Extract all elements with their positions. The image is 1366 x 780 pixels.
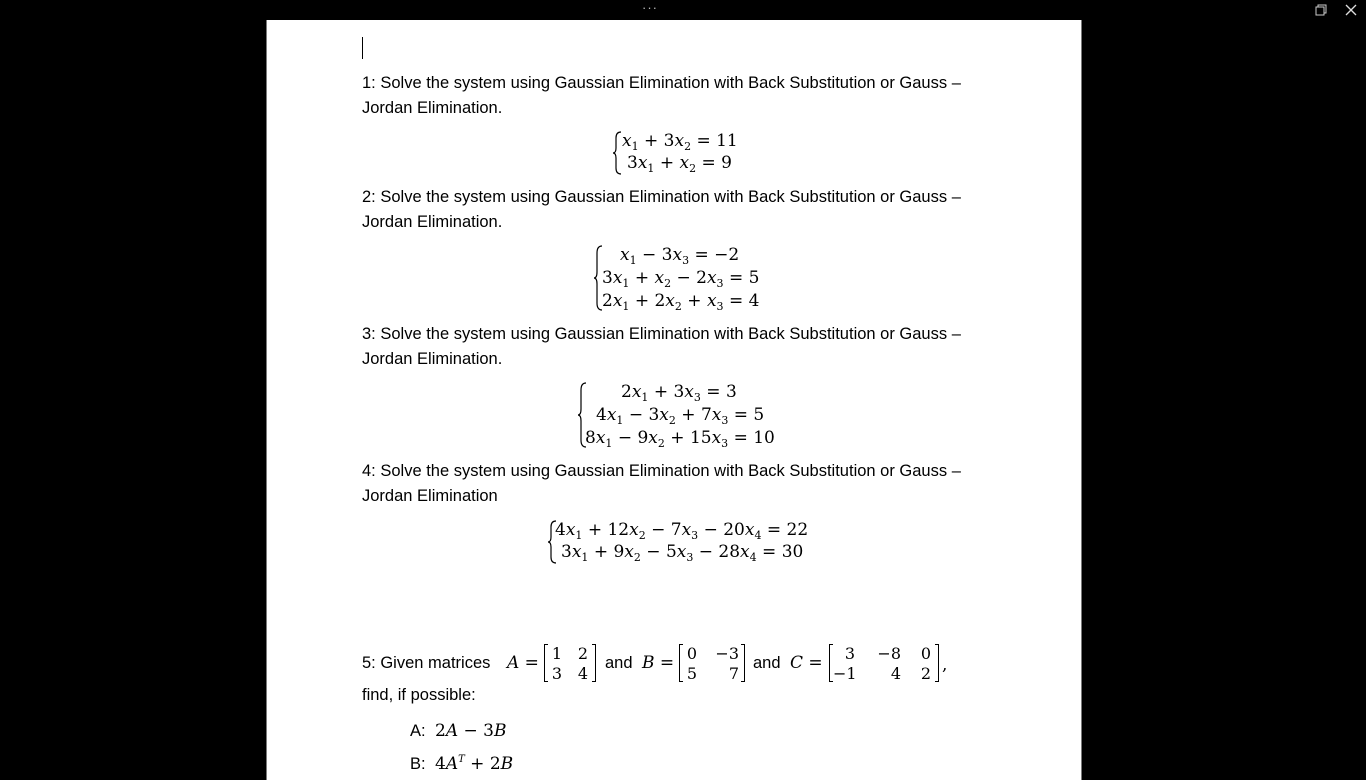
problem-2-system <box>594 244 774 312</box>
matrix-cell: 4 <box>577 664 588 683</box>
close-window-icon[interactable] <box>1342 2 1360 18</box>
equation-line: $3x_1 + 9x_2 - 5x_3 - 28x_4 = 30$ <box>561 542 804 564</box>
matrix-b-label: B = <box>642 653 675 673</box>
document-page[interactable] <box>266 20 1082 780</box>
equation-line: $8x_1 - 9x_2 + 15x_3 = 10$ <box>585 428 775 450</box>
equation-line: $4x_1 - 3x_2 + 7x_3 = 5$ <box>596 405 765 427</box>
problem-5-prefix: 5: Given matrices <box>362 654 491 672</box>
matrix-cell: 5 <box>686 664 697 683</box>
matrix-c <box>829 644 939 682</box>
equation-line: $2x_1 + 3x_3 = 3$ <box>621 382 737 404</box>
part-a-expression: 2A − 3B <box>435 721 507 741</box>
more-options-icon[interactable]: ··· <box>642 0 658 15</box>
equation-line: $x_1 - 3x_3 = -2$ <box>620 245 740 267</box>
find-text: find, if possible: <box>362 686 476 704</box>
matrix-cell: 7 <box>728 664 739 683</box>
matrix-cell: −8 <box>877 644 901 663</box>
matrix-c-label: C = <box>790 653 823 673</box>
problem-3-system <box>578 381 788 449</box>
problem-4-system <box>548 519 808 565</box>
equation-line: $4x_1 + 12x_2 - 7x_3 - 20x_4 = 22$ <box>555 520 809 542</box>
problem-1-text: 1: Solve the system using Gaussian Elimination with Back Substitution or Gauss – Jordan Elimination. <box>362 74 961 117</box>
matrix-cell: 0 <box>920 644 931 663</box>
and-text-2: and <box>753 654 781 672</box>
window-titlebar <box>0 0 1366 20</box>
text-cursor <box>362 37 363 59</box>
and-text-1: and <box>605 654 633 672</box>
matrix-b <box>679 644 745 682</box>
equation-line: $2x_1 + 2x_2 + x_3 = 4$ <box>602 291 760 313</box>
matrix-cell: −1 <box>833 664 857 683</box>
matrix-cell: 3 <box>551 664 562 683</box>
matrix-cell: 1 <box>551 644 562 663</box>
matrix-cell: 4 <box>890 664 901 683</box>
part-a-label: A: <box>410 722 426 740</box>
matrix-cell: 3 <box>844 644 855 663</box>
problem-3-text: 3: Solve the system using Gaussian Elimination with Back Substitution or Gauss – Jordan Elimination. <box>362 325 961 368</box>
part-b-label: B: <box>410 755 426 773</box>
matrix-cell: 2 <box>920 664 931 683</box>
equation-line: $3x_1 + x_2 = 9$ <box>627 153 732 175</box>
matrix-cell: 0 <box>686 644 697 663</box>
matrix-a <box>544 644 596 682</box>
part-b-expression: $4A^T + 2B$ <box>435 754 514 774</box>
problem-1-system <box>613 130 753 176</box>
matrix-cell: 2 <box>577 644 588 663</box>
matrix-a-label: A = <box>507 653 539 673</box>
matrix-cell: −3 <box>715 644 739 663</box>
comma: , <box>942 655 948 675</box>
equation-line: $x_1 + 3x_2 = 11$ <box>622 131 738 153</box>
restore-window-icon[interactable] <box>1312 2 1330 18</box>
problem-2-text: 2: Solve the system using Gaussian Elimination with Back Substitution or Gauss – Jordan Elimination. <box>362 188 961 231</box>
problem-4-text: 4: Solve the system using Gaussian Elimination with Back Substitution or Gauss – Jordan Elimination <box>362 462 961 505</box>
equation-line: $3x_1 + x_2 - 2x_3 = 5$ <box>602 268 760 290</box>
